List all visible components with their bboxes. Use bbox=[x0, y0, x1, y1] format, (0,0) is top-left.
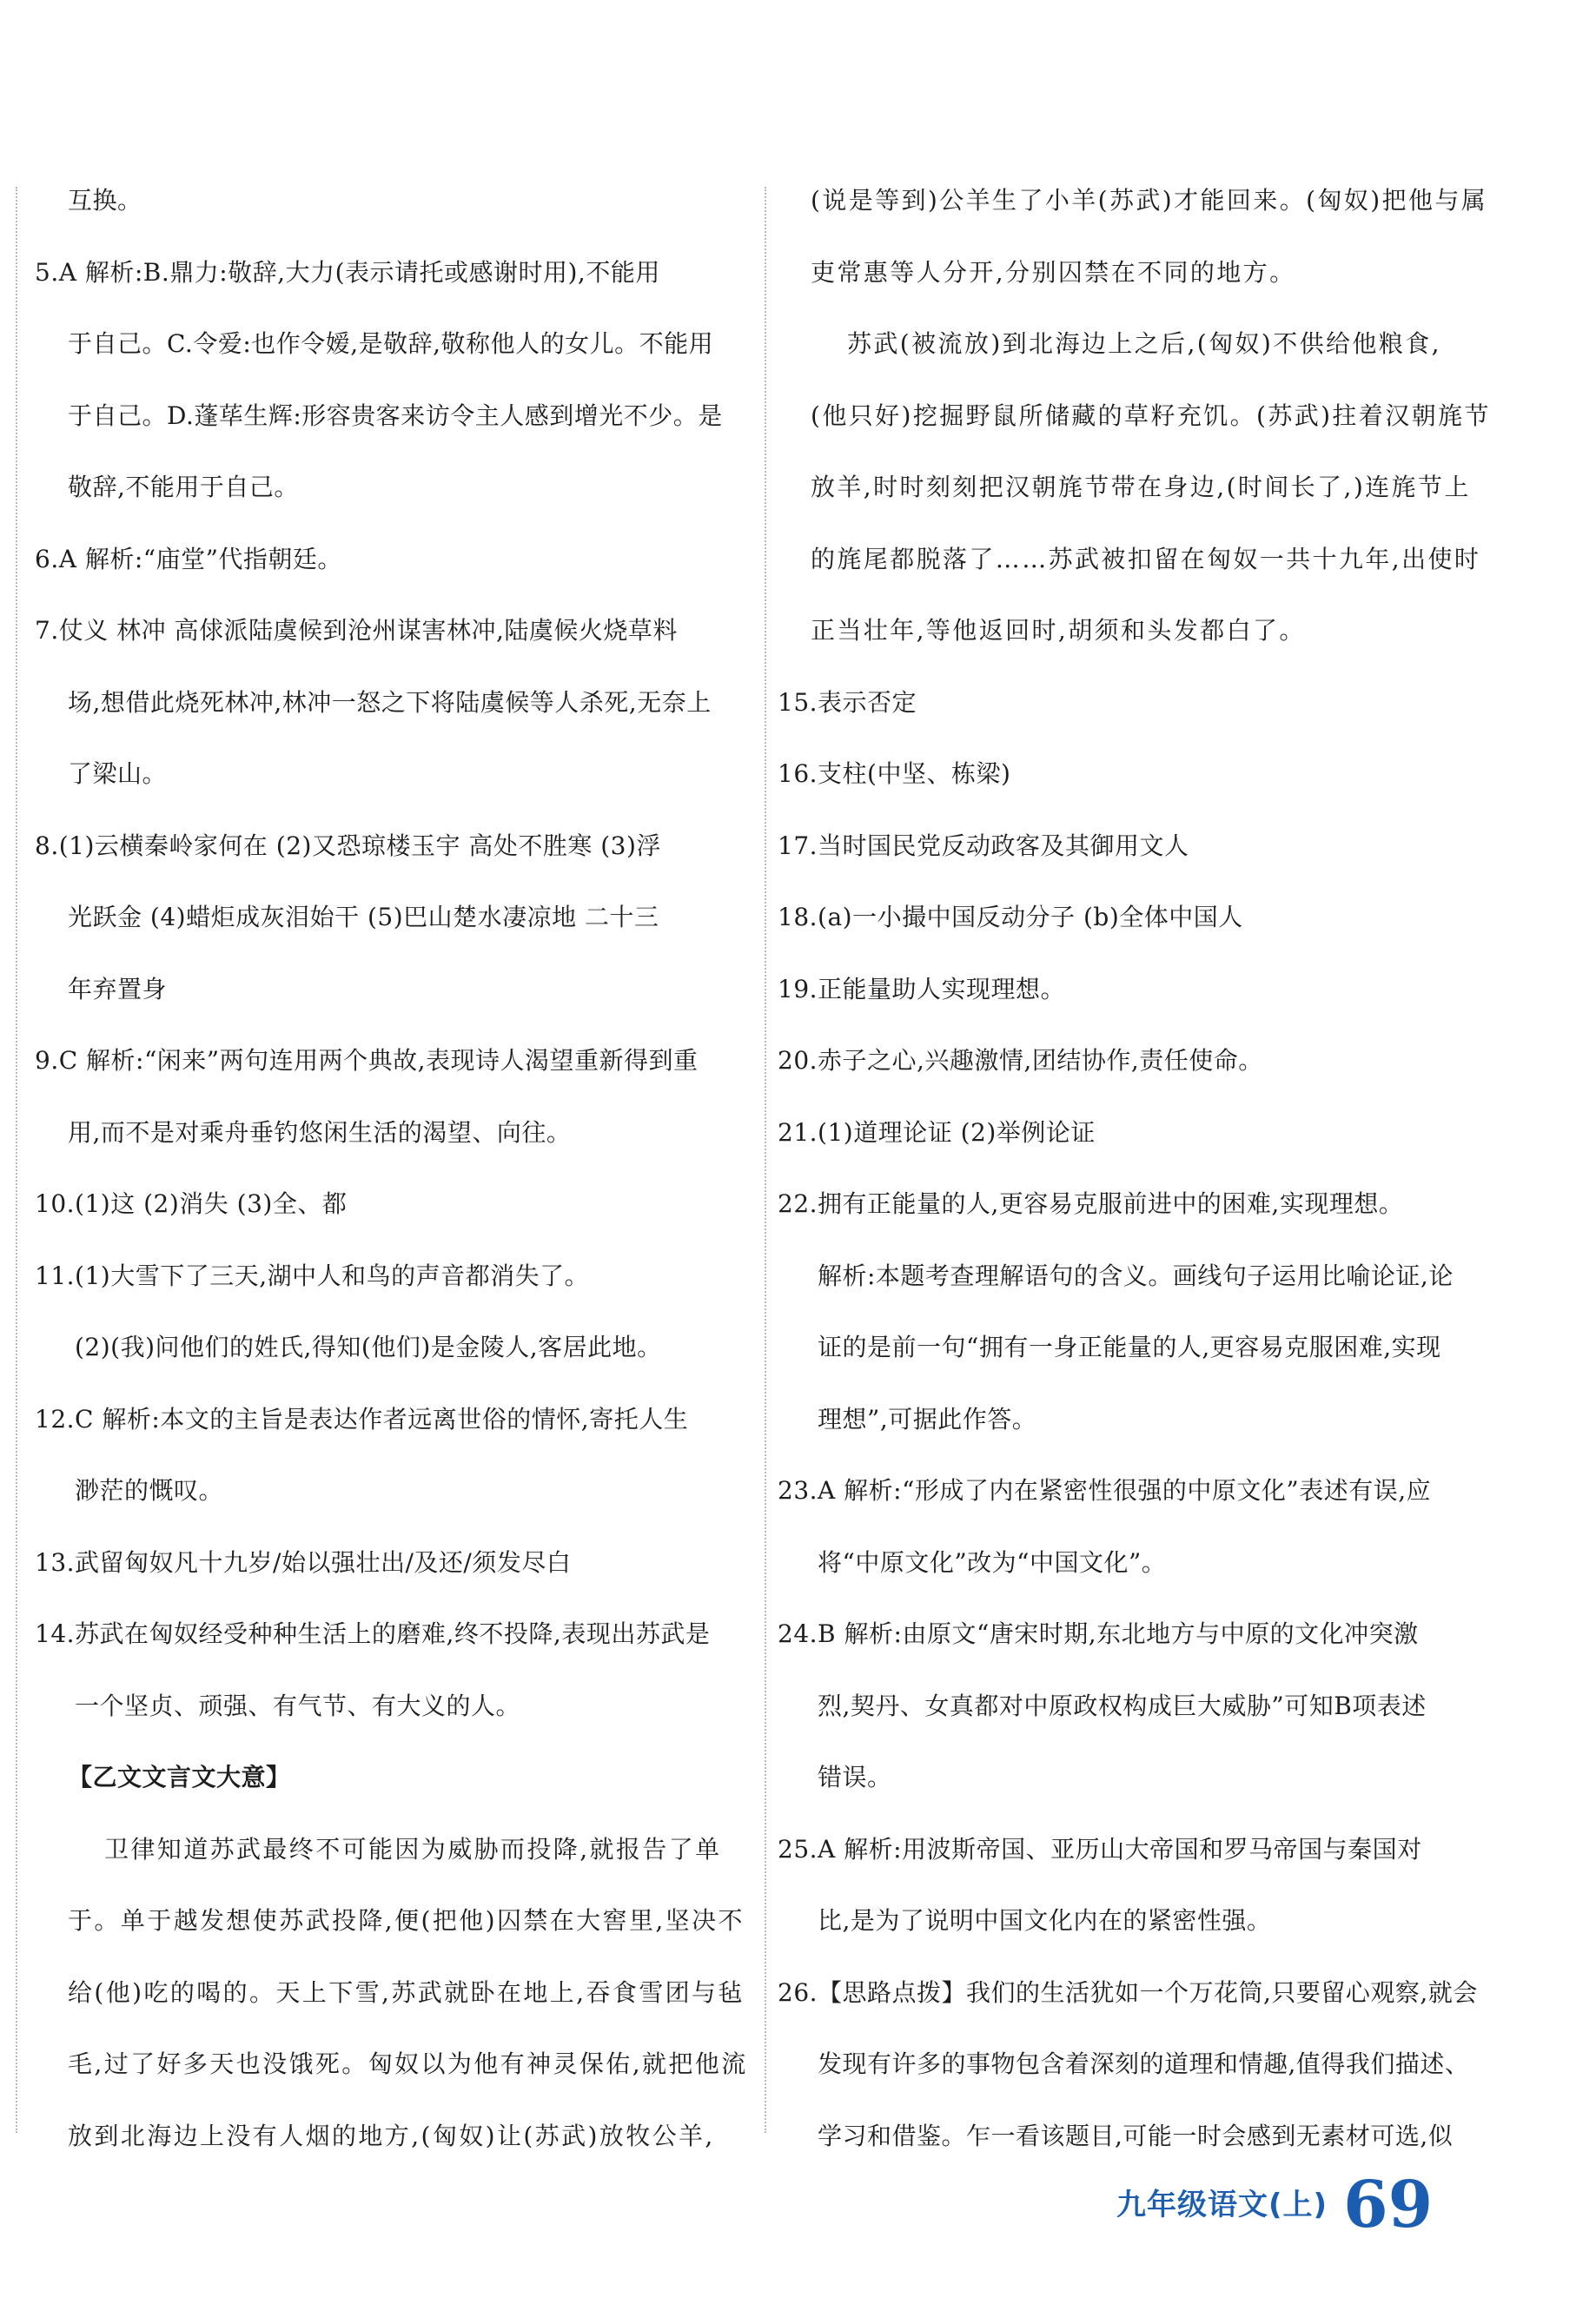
text-line: 12.C 解析:本文的主旨是表达作者远离世俗的情怀,寄托人生 bbox=[35, 1404, 689, 1434]
text-line: 卫律知道苏武最终不可能因为威胁而投降,就报告了单 bbox=[104, 1834, 722, 1864]
text-line: 19.正能量助人实现理想。 bbox=[778, 974, 1066, 1003]
text-line: 9.C 解析:“闲来”两句连用两个典故,表现诗人渴望重新得到重 bbox=[35, 1046, 699, 1075]
text-line: 场,想借此烧死林冲,林冲一怒之下将陆虞候等人杀死,无奈上 bbox=[68, 687, 712, 717]
text-line: 一个坚贞、顽强、有气节、有大义的人。 bbox=[75, 1691, 521, 1720]
text-line: 光跃金 (4)蜡炬成灰泪始干 (5)巴山楚水凄凉地 二十三 bbox=[68, 903, 659, 931]
text-line: 10.(1)这 (2)消失 (3)全、都 bbox=[35, 1189, 348, 1218]
text-line: (2)(我)问他们的姓氏,得知(他们)是金陵人,客居此地。 bbox=[75, 1333, 662, 1361]
text-line: 将“中原文化”改为“中国文化”。 bbox=[818, 1547, 1167, 1577]
text-line: 8.(1)云横秦岭家何在 (2)又恐琼楼玉宇 高处不胜寒 (3)浮 bbox=[35, 831, 661, 860]
text-line: 了梁山。 bbox=[68, 759, 168, 788]
text-line: 放到北海边上没有人烟的地方,(匈奴)让(苏武)放牧公羊, bbox=[68, 2121, 715, 2150]
text-line: 20.赤子之心,兴趣激情,团结协作,责任使命。 bbox=[778, 1046, 1263, 1075]
text-line: 13.武留匈奴凡十九岁/始以强壮出/及还/须发尽白 bbox=[35, 1547, 572, 1577]
text-line: 敬辞,不能用于自己。 bbox=[68, 473, 299, 501]
footer-subject: 九年级语文(上) bbox=[1116, 2188, 1328, 2222]
text-line: 的旄尾都脱落了……苏武被扣留在匈奴一共十九年,出使时 bbox=[811, 544, 1481, 573]
text-line: 放羊,时时刻刻把汉朝旄节带在身边,(时间长了,)连旄节上 bbox=[811, 473, 1471, 501]
text-line: 23.A 解析:“形成了内在紧密性很强的中原文化”表述有误,应 bbox=[778, 1476, 1432, 1505]
text-line: 7.仗义 林冲 高俅派陆虞候到沧州谋害林冲,陆虞候火烧草料 bbox=[35, 616, 678, 645]
text-line: 14.苏武在匈奴经受种种生活上的磨难,终不投降,表现出苏武是 bbox=[35, 1619, 711, 1648]
text-line: 理想”,可据此作答。 bbox=[818, 1404, 1037, 1434]
text-line: 渺茫的慨叹。 bbox=[75, 1476, 224, 1505]
text-line: 比,是为了说明中国文化内在的紧密性强。 bbox=[818, 1906, 1272, 1935]
text-line: (他只好)挖掘野鼠所储藏的草籽充饥。(苏武)拄着汉朝旄节 bbox=[811, 401, 1491, 430]
text-line: 用,而不是对乘舟垂钓悠闲生活的渴望、向往。 bbox=[68, 1117, 572, 1147]
left-column bbox=[35, 165, 747, 2172]
left-margin-divider bbox=[16, 187, 17, 2133]
page-number: 69 bbox=[1343, 2168, 1434, 2242]
text-line: 错误。 bbox=[818, 1763, 892, 1791]
text-line: 5.A 解析:B.鼎力:敬辞,大力(表示请托或感谢时用),不能用 bbox=[35, 257, 660, 287]
text-line: 【乙文文言文大意】 bbox=[68, 1763, 291, 1791]
text-line: 于自己。C.令爱:也作令嫒,是敬辞,敬称他人的女儿。不能用 bbox=[68, 329, 714, 358]
text-line: 给(他)吃的喝的。天上下雪,苏武就卧在地上,吞食雪团与毡 bbox=[68, 1977, 745, 2007]
text-line: 烈,契丹、女真都对中原政权构成巨大威胁”可知B项表述 bbox=[818, 1691, 1427, 1720]
text-line: 发现有许多的事物包含着深刻的道理和情趣,值得我们描述、 bbox=[818, 2049, 1470, 2078]
text-line: 11.(1)大雪下了三天,湖中人和鸟的声音都消失了。 bbox=[35, 1261, 590, 1290]
text-line: 21.(1)道理论证 (2)举例论证 bbox=[778, 1117, 1096, 1147]
right-column bbox=[778, 165, 1490, 2172]
text-line: (说是等到)公羊生了小羊(苏武)才能回来。(匈奴)把他与属 bbox=[811, 186, 1488, 215]
text-line: 苏武(被流放)到北海边上之后,(匈奴)不供给他粮食, bbox=[847, 329, 1441, 358]
text-line: 22.拥有正能量的人,更容易克服前进中的困难,实现理想。 bbox=[778, 1189, 1404, 1218]
text-line: 年弃置身 bbox=[68, 974, 168, 1003]
text-line: 互换。 bbox=[68, 186, 142, 215]
text-line: 17.当时国民党反动政客及其御用文人 bbox=[778, 831, 1189, 860]
text-line: 25.A 解析:用波斯帝国、亚历山大帝国和罗马帝国与秦国对 bbox=[778, 1834, 1422, 1864]
text-line: 正当壮年,等他返回时,胡须和头发都白了。 bbox=[811, 616, 1306, 645]
text-line: 证的是前一句“拥有一身正能量的人,更容易克服困难,实现 bbox=[818, 1333, 1441, 1361]
text-line: 6.A 解析:“庙堂”代指朝廷。 bbox=[35, 544, 342, 573]
page-footer bbox=[1116, 2150, 1434, 2242]
text-line: 18.(a)一小撮中国反动分子 (b)全体中国人 bbox=[778, 903, 1243, 931]
text-line: 吏常惠等人分开,分别囚禁在不同的地方。 bbox=[811, 257, 1296, 287]
text-line: 毛,过了好多天也没饿死。匈奴以为他有神灵保佑,就把他流 bbox=[68, 2049, 748, 2078]
text-line: 24.B 解析:由原文“唐宋时期,东北地方与中原的文化冲突激 bbox=[778, 1619, 1419, 1648]
text-line: 解析:本题考查理解语句的含义。画线句子运用比喻论证,论 bbox=[818, 1261, 1454, 1290]
text-line: 26.【思路点拨】我们的生活犹如一个万花筒,只要留心观察,就会 bbox=[778, 1977, 1478, 2007]
column-divider bbox=[765, 187, 766, 2133]
text-line: 于自己。D.蓬荜生辉:形容贵客来访令主人感到增光不少。是 bbox=[68, 401, 723, 430]
text-line: 于。单于越发想使苏武投降,便(把他)囚禁在大窖里,坚决不 bbox=[68, 1906, 745, 1935]
text-line: 16.支柱(中坚、栋梁) bbox=[778, 759, 1011, 788]
text-line: 15.表示否定 bbox=[778, 687, 917, 717]
text-line: 学习和借鉴。乍一看该题目,可能一时会感到无素材可选,似 bbox=[818, 2121, 1454, 2150]
